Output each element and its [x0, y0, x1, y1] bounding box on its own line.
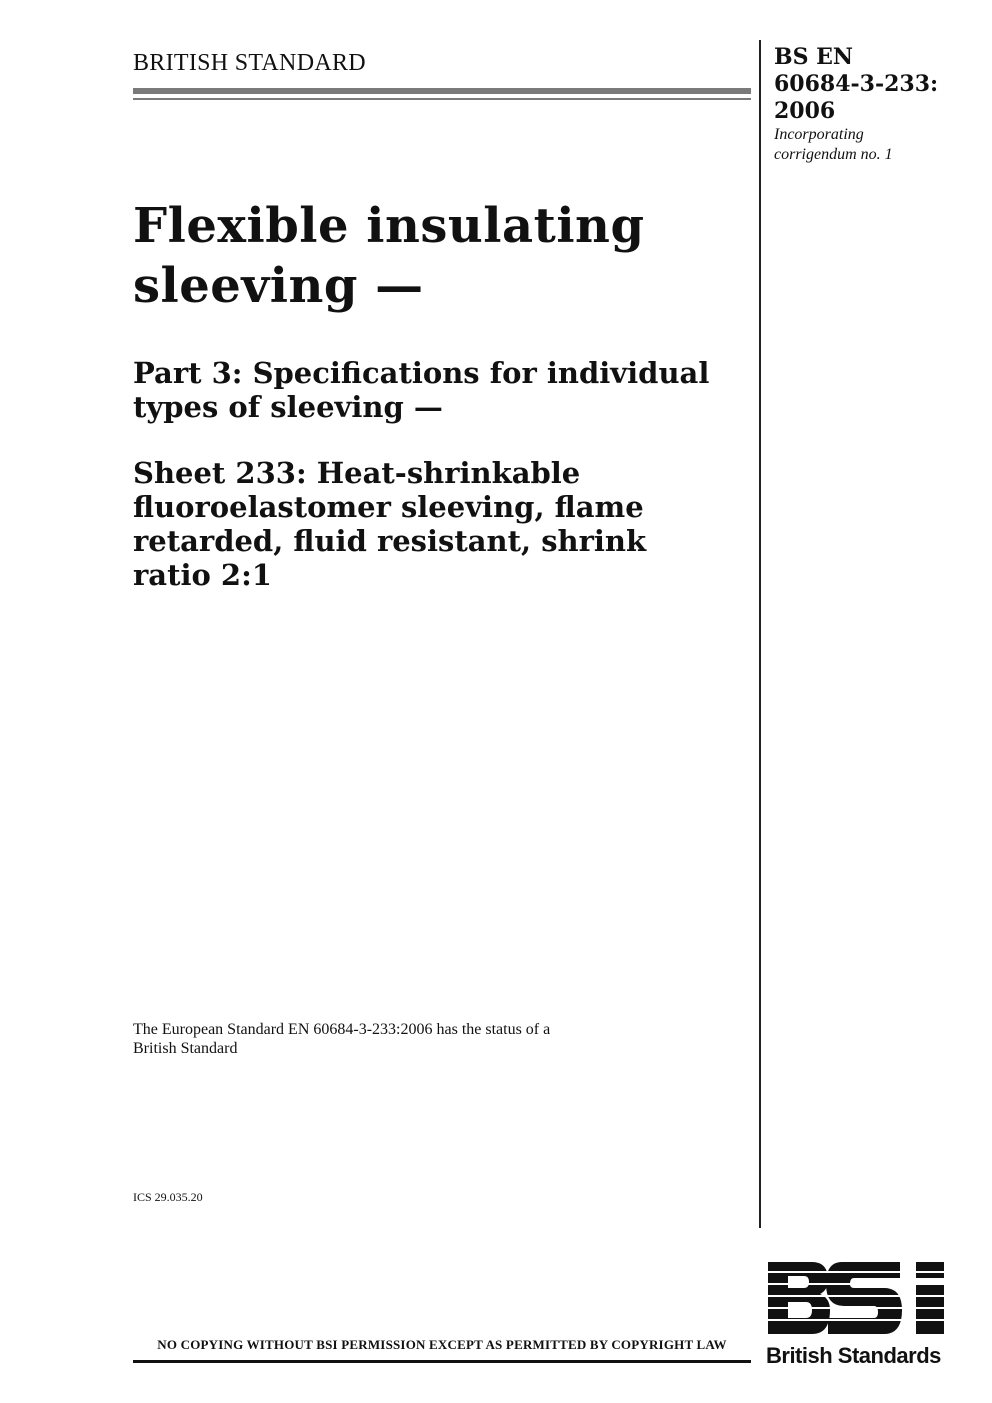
sheet-line: fluoroelastomer sleeving, flame [133, 490, 644, 524]
footer-rule [133, 1360, 751, 1363]
status-statement [133, 1020, 673, 1058]
corrigendum-line: Incorporating [774, 126, 864, 143]
part-line: types of sleeving — [133, 390, 443, 424]
bsi-logo-wordmark: British Standards [766, 1343, 941, 1368]
part-subtitle [133, 356, 743, 424]
ics-code: ICS 29.035.20 [133, 1190, 203, 1204]
status-line: The European Standard EN 60684-3-233:2006 has the status of a [133, 1021, 551, 1038]
header-rule-thin [133, 98, 751, 100]
standard-number-line: 60684-3-233: [774, 71, 939, 97]
vertical-divider [759, 40, 761, 1228]
copyright-notice: NO COPYING WITHOUT BSI PERMISSION EXCEPT AS PERMITTED BY COPYRIGHT LAW [157, 1337, 727, 1352]
title-line: sleeving — [133, 258, 424, 314]
standard-number-line: BS EN [774, 44, 854, 70]
corrigendum-line: corrigendum no. 1 [774, 146, 893, 163]
status-line: British Standard [133, 1040, 238, 1057]
sheet-line: retarded, fluid resistant, shrink [133, 524, 647, 558]
sheet-subtitle [133, 456, 743, 592]
part-line: Part 3: Specifications for individual [133, 356, 710, 390]
title-line: Flexible insulating [133, 198, 645, 254]
corrigendum-note [774, 125, 974, 165]
document-series-label: BRITISH STANDARD [133, 50, 366, 76]
sheet-line: ratio 2:1 [133, 558, 272, 592]
sheet-line: Sheet 233: Heat-shrinkable [133, 456, 581, 490]
header-rule-thick [133, 88, 751, 94]
standard-number-line: 2006 [774, 98, 836, 124]
document-title [133, 196, 743, 316]
standard-number [774, 44, 974, 125]
